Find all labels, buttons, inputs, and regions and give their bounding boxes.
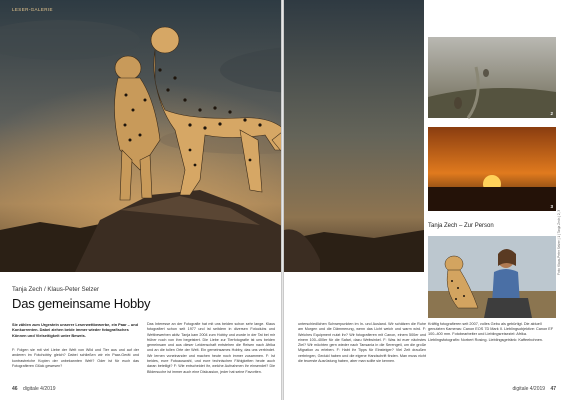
left-page	[0, 0, 282, 400]
hero-photo-continuation	[284, 0, 424, 272]
article-column-3: unterschiedlichen Schwerpunkten im In- und Ausland. Wir schätzen die Ruhe am Morgen und die Dämmerung, wenn das Licht weich und warm wird. F: Welches Equipment nutzt ihr? Wir fotografieren mit Canon, einem 500er und einem 100–400er für die Safari, dazu Weitwinkel. F: Was ist euer nächstes Ziel? Wir möchten gern wieder nach Tansania in die Serengeti, um die große Migration zu erleben. F: Habt ihr Tipps für Einsteiger? Viel Zeit draußen verbringen, Geduld haben und die eigene Handschrift finden. Man muss nicht die teuerste Ausrüstung haben, aber man sollte sie kennen.	[298, 322, 426, 364]
right-magazine-issue: digitale 4/2019	[512, 386, 546, 392]
side-photo-3	[428, 127, 556, 211]
right-page	[284, 0, 566, 400]
left-page-number: 46	[12, 386, 18, 392]
article-lead: Sie zählen zum Urgestein unserer Leserwettbewerbe, ein Paar – und Konkurrenten. Dabei ziehen beide immer wieder fotografisches Können und Vielseitigkeit unter Beweis.	[12, 322, 139, 338]
vertical-photo-credit: Foto: Klaus-Peter Selzer | 1 | Tanja Zech | 2, 3	[557, 209, 561, 275]
right-folio	[513, 386, 556, 392]
person-profile-text: Kräftig fotografieren seit 2007, volles Gebu als gebürtigt. Die aktuell genutzten Kameras: Canon EOS 7D Mark II. Lieblingsobjektive: Canon EF 100–400 mm. Fotobearbeiter und Lieblingsreiseziel: Afrika. Lieblingsfotografin: Norbert Rosing. Lieblingsgetränk: Kaffeebohnen.	[428, 322, 554, 342]
left-magazine-issue: digitale 4/2019	[22, 386, 56, 392]
article-byline: Tanja Zech / Klaus-Peter Selzer	[12, 286, 100, 293]
side-photo-3-number: 3	[550, 204, 553, 209]
article-title: Das gemeinsame Hobby	[12, 296, 151, 311]
left-folio	[12, 386, 55, 392]
person-heading: Tanja Zech – Zur Person	[428, 223, 494, 229]
side-photo-2-number: 2	[550, 111, 553, 116]
right-page-number: 47	[550, 386, 556, 392]
person-portrait-photo	[428, 236, 556, 318]
section-kicker: LESER-GALERIE	[12, 7, 53, 12]
article-column-2: Das Interesse an der Fotografie hat mit uns beiden schon sehr lange. Klaus fotografiert schon seit 1977 und ist seitdem in diversen Fotoclubs und Wettbewerben aktiv. Tanja kam 2004 zum Hobby und wurde in der Tat bei mir früher noch von ihm begeistert. Die Liebe zur Tierfotografie ist uns beiden gemeinsam und aus dieser Leidenschaft entstehen die Reisen nach Afrika und an die tollen Orte der Welt. Ein gemeinsames Hobby, das uns verbindet. Wir lernen voneinander und machen heute noch immer zusammen. F: Ist beides, eure Fotoauswahl, und eure technischen Fähigkeiten heute auch daran beteiligt? F: Wie entscheidet ihr, welche Aufnahmen ihr einsendet? Die Bildersuche ist immer auch eine Diskussion, jeder hat seine Favoriten.	[147, 322, 275, 374]
article-column-1: F: Folgen sie mit viel Liebe der Welt von Wild und Tier aus und auf der anderen im Fotohobby gleich? Dabei schließen wir ein Paar-Gerät und kontrastreiche Kopien der unbekannten Welt? Oder ist für euch das Fotografieren Glück gewesen?	[12, 348, 139, 368]
side-photo-2	[428, 37, 556, 118]
